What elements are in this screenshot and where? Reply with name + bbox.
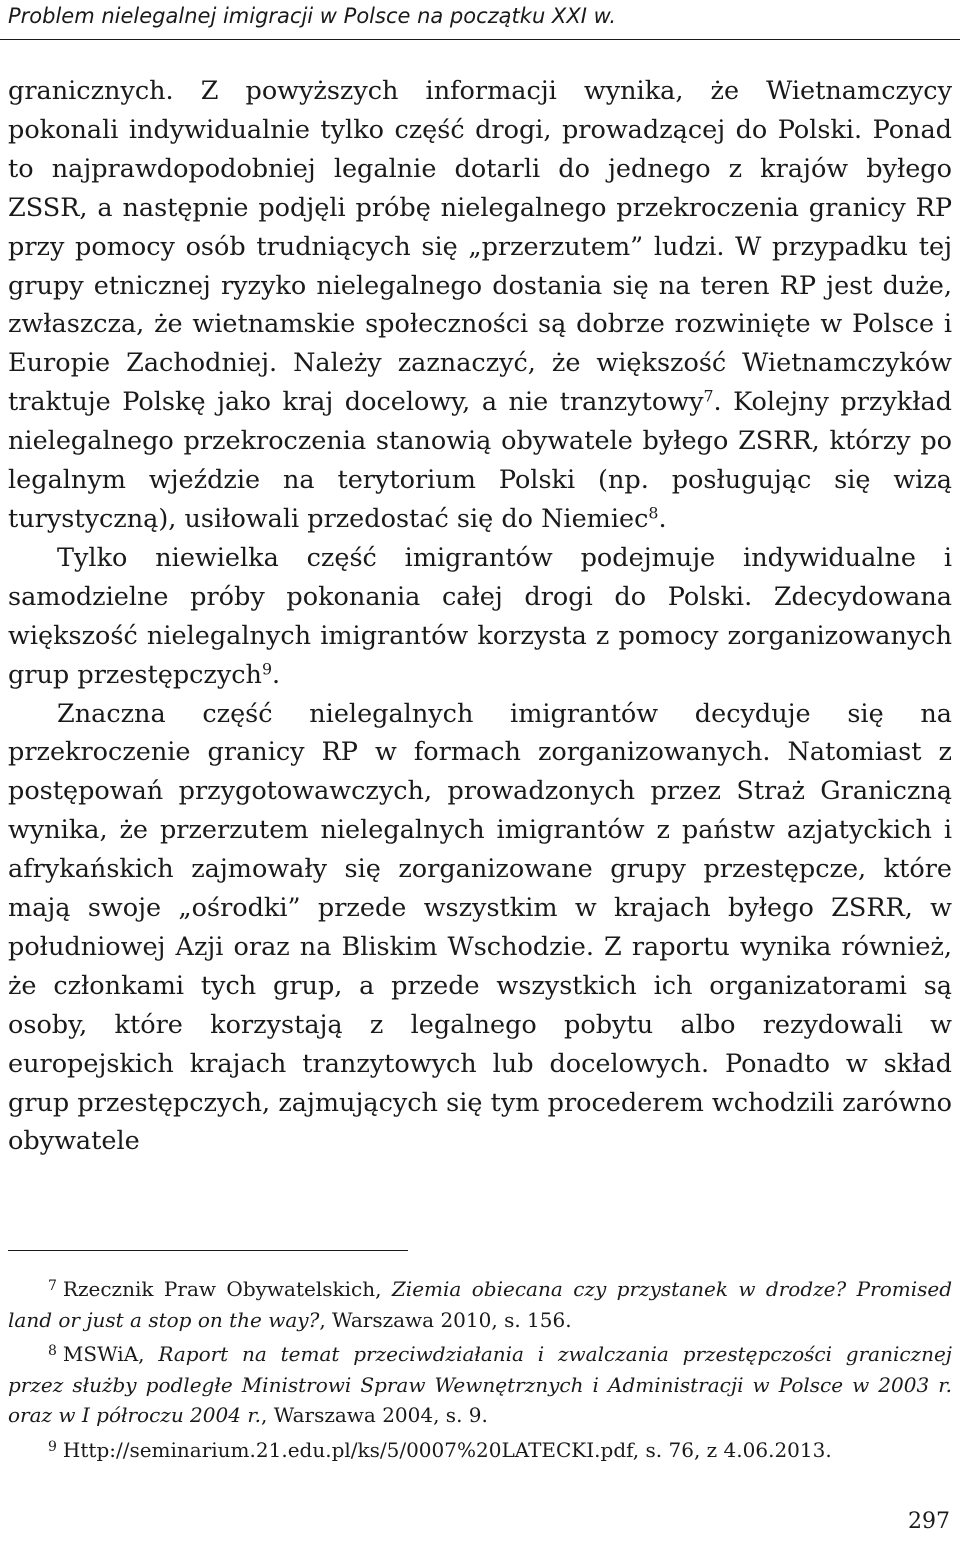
footnotes [8,1274,952,1470]
footnote [8,1339,952,1431]
footnote [8,1274,952,1335]
paragraph-text: granicznych. Z powyższych informacji wynika, że Wietnamczycy pokonali indywidualnie tylko część drogi, prowadzącej do Polski. Ponad to najprawdopodobniej legalnie dotarli do jednego z krajów byłego ZSSR, a następnie podjęli próbę nielegalnego przekroczenia granicy RP przy pomocy osób trudniących się „przerzutem” ludzi. W przypadku tej grupy etnicznej ryzyko nielegalnego dostania się na teren RP jest duże, zwłaszcza, że wietnamskie społeczności są dobrze rozwinięte w Polsce i Europie Zachodniej. Należy zaznaczyć, że większość Wietnamczyków traktuje Polskę jako kraj docelowy, a nie tranzytowy [8,76,952,418]
paragraph [8,72,952,539]
paragraph-text: Znaczna część nielegalnych imigrantów decyduje się na przekroczenie granicy RP w formach zorganizowanych. Natomiast z postępowań przygotowawczych, prowadzonych przez Straż Graniczną wynika, że przerzutem nielegalnych imigrantów z państw azjatyckich i afrykańskich zajmowały się zorganizowane grupy przestępcze, które mają swoje „ośrodki” przede wszystkim w krajach byłego ZSRR, w południowej Azji oraz na Bliskim Wschodzie. Z raportu wynika również, że członkami tych grup, a przede wszystkich ich organizatorami są osoby, które korzystają z legalnego pobytu albo rezydowali w europejskich krajach tranzytowych lub docelowych. Ponadto w skład grup przestępczych, zajmujących się tym procederem wchodzili zarówno obywatele [8,698,952,1157]
main-text [8,72,952,1161]
footnote-divider [8,1250,408,1251]
footnote-link[interactable]: Http://seminarium.21.edu.pl/ks/5/0007%20LATECKI.pdf, s. 76, z 4.06.2013. [62,1437,832,1462]
footnote-title: Ziemia obiecana czy przystanek w drodze? Promised land or just a stop on the way? [8,1277,953,1332]
paragraph [8,539,952,695]
footnote-text: , Warszawa 2004, s. 9. [261,1403,488,1428]
paragraph-text: . [658,503,667,534]
running-header: Problem nielegalnej imigracji w Polsce na początku XXI w. [8,4,617,28]
footnote-ref[interactable]: 9 [261,658,273,678]
footnote-number: 9 [48,1438,57,1455]
page-number: 297 [908,1509,950,1534]
footnote-title: Raport na temat przeciwdziałania i zwalczania przestępczości granicznej przez służby podległe Ministrowi Spraw Wewnętrznych i Administracji w Polsce w 2003 r. oraz w I półroczu 2004 r. [8,1342,952,1428]
footnote-number: 8 [48,1342,57,1359]
header-divider [0,39,960,40]
footnote-number: 7 [48,1277,57,1294]
footnote-text: Rzecznik Praw Obywatelskich, [62,1277,392,1301]
footnote-text: , Warszawa 2010, s. 156. [319,1307,572,1332]
footnote [8,1435,952,1466]
footnote-ref[interactable]: 8 [648,503,659,523]
paragraph [8,695,952,1162]
paragraph-text: . [272,659,281,690]
paragraph-text: Tylko niewielka część imigrantów podejmuje indywidualne i samodzielne próby pokonania całej drogi do Polski. Zdecydowana większość nielegalnych imigrantów korzysta z pomocy zorganizowanych grup przestępczych [8,542,952,690]
paragraph-text: . Kolejny przykład nielegalnego przekroczenia stanowią obywatele byłego ZSRR, którzy po legalnym wjeździe na terytorium Polski (np. posługując się wizą turystyczną), usiłowali przedostać się do Niemiec [8,387,953,534]
footnote-text: MSWiA, [62,1342,159,1367]
footnote-ref[interactable]: 7 [703,386,714,406]
